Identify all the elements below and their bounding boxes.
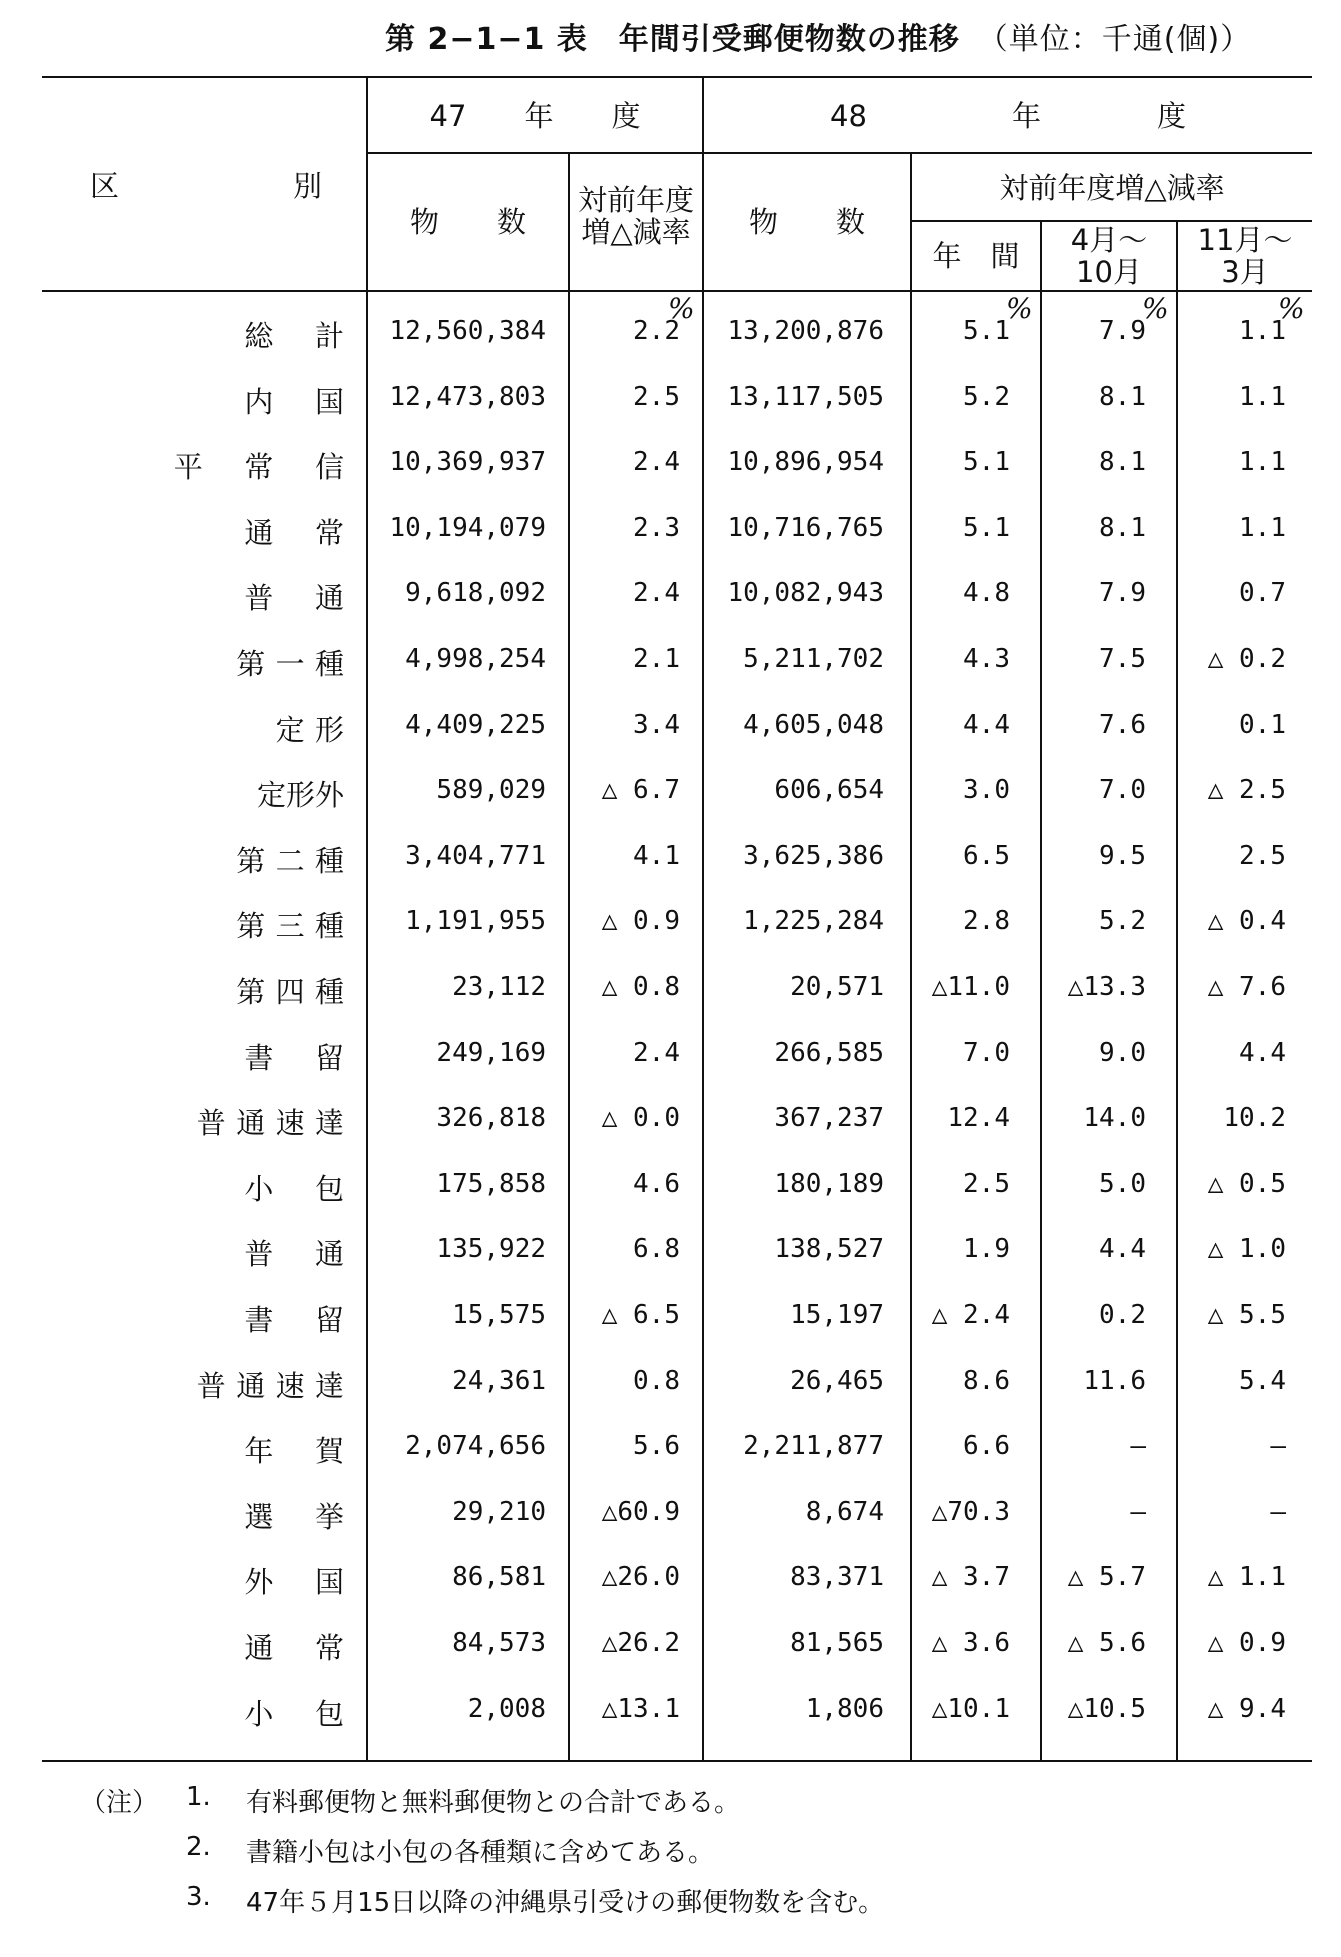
row-label: 書 留 [244, 1303, 344, 1337]
cell-count-48: 367,237 [774, 1103, 884, 1134]
cell-rate-47: 4.6 [633, 1168, 680, 1199]
cell-rate-annual: 5.1 [963, 316, 1010, 346]
cell-count-47: 23,112 [452, 972, 546, 1002]
cell-count-48: 13,200,876 [727, 316, 884, 346]
note-3-text: 47年５月15日以降の沖縄県引受けの郵便物数を含む。 [246, 1888, 885, 1918]
cell-count-47: 2,074,656 [405, 1431, 546, 1462]
cell-rate-apr-oct: △13.3 [1067, 972, 1146, 1002]
header-fy47: 47 年 度 [429, 99, 641, 133]
note-3-num: 3. [186, 1882, 211, 1912]
header-nov-mar-line2: 3月 [1221, 255, 1269, 289]
percent-mark-r47: % [668, 292, 695, 325]
cell-rate-nov-mar: △ 0.2 [1207, 644, 1286, 674]
row-label: 通 常 [244, 515, 344, 550]
cell-rate-nov-mar: 2.5 [1239, 840, 1286, 871]
cell-rate-annual: △70.3 [931, 1496, 1010, 1527]
fy-header-rule [368, 152, 1312, 154]
cell-count-48: 606,654 [774, 775, 884, 806]
cell-count-48: 1,225,284 [743, 906, 884, 937]
cell-rate-47: △ 6.5 [601, 1300, 680, 1330]
cell-rate-annual: △11.0 [931, 972, 1010, 1002]
cell-rate-47: 2.3 [633, 512, 680, 543]
cell-rate-nov-mar: — [1270, 1431, 1286, 1462]
cell-count-48: 266,585 [774, 1037, 884, 1068]
cell-rate-nov-mar: △ 9.4 [1207, 1693, 1286, 1724]
cell-count-47: 2,008 [467, 1693, 546, 1724]
row-label: 小 包 [244, 1696, 344, 1731]
cell-rate-47: 2.4 [633, 447, 680, 478]
cell-rate-nov-mar: △ 1.0 [1207, 1234, 1286, 1265]
cell-rate-nov-mar: — [1270, 1496, 1286, 1527]
cell-rate-apr-oct: 4.4 [1099, 1234, 1146, 1265]
cell-rate-nov-mar: 1.1 [1239, 447, 1286, 478]
cell-count-47: 589,029 [436, 775, 546, 806]
header-change-47 [570, 184, 702, 248]
cell-rate-apr-oct: 9.5 [1099, 840, 1146, 871]
cell-rate-nov-mar: △ 0.9 [1207, 1628, 1286, 1658]
cell-count-47: 4,409,225 [405, 709, 546, 740]
header-fy48: 48 年 度 [830, 99, 1186, 133]
cell-rate-annual: 3.0 [963, 775, 1010, 806]
cell-rate-nov-mar: △ 7.6 [1207, 972, 1286, 1002]
row-label: 選 挙 [244, 1499, 344, 1534]
cell-rate-nov-mar: 4.4 [1239, 1037, 1286, 1068]
cell-count-48: 13,117,505 [727, 381, 884, 412]
header-nov-mar-line1: 11月〜 [1197, 223, 1293, 257]
cell-count-47: 4,998,254 [405, 644, 546, 674]
cell-rate-apr-oct: 5.2 [1099, 906, 1146, 937]
cell-rate-47: △ 0.9 [601, 906, 680, 937]
header-apr-oct-line2: 10月 [1076, 255, 1142, 289]
cell-rate-47: 6.8 [633, 1234, 680, 1265]
notes-prefix: （注） [80, 1788, 159, 1818]
cell-rate-annual: 7.0 [963, 1037, 1010, 1068]
row-label: 定形外 [256, 778, 344, 813]
cell-count-48: 15,197 [790, 1300, 884, 1330]
cell-rate-apr-oct: 7.5 [1099, 644, 1146, 674]
note-2-text: 書籍小包は小包の各種類に含めてある。 [246, 1838, 715, 1868]
note-1-num: 1. [186, 1782, 211, 1812]
row-label: 定 形 [275, 712, 344, 747]
row-label: 総 計 [244, 319, 344, 353]
row-label: 普 通 速 達 [196, 1368, 344, 1403]
cell-rate-apr-oct: △ 5.7 [1067, 1562, 1146, 1593]
cell-rate-annual: △ 3.7 [931, 1562, 1010, 1593]
cell-rate-47: 2.4 [633, 1037, 680, 1068]
cell-rate-47: 2.5 [633, 381, 680, 412]
cell-rate-annual: 5.1 [963, 447, 1010, 478]
cell-rate-annual: 8.6 [963, 1365, 1010, 1396]
cell-rate-nov-mar: △ 2.5 [1207, 775, 1286, 806]
header-change-48: 対前年度増△減率 [999, 171, 1225, 205]
header-apr-oct [1042, 224, 1176, 288]
cell-rate-apr-oct: 8.1 [1099, 447, 1146, 478]
cell-rate-47: △13.1 [601, 1693, 680, 1724]
cell-rate-annual: 4.3 [963, 644, 1010, 674]
cell-count-48: 138,527 [774, 1234, 884, 1265]
cell-rate-annual: 4.8 [963, 578, 1010, 609]
cell-rate-annual: △ 2.4 [931, 1300, 1010, 1330]
row-label: 普 通 速 達 [196, 1106, 344, 1141]
cell-rate-nov-mar: 1.1 [1239, 512, 1286, 543]
cell-rate-47: 2.4 [633, 578, 680, 609]
cell-count-48: 180,189 [774, 1168, 884, 1199]
cell-rate-apr-oct: 5.0 [1099, 1168, 1146, 1199]
row-label: 第 三 種 [236, 909, 344, 944]
cell-count-47: 326,818 [436, 1103, 546, 1134]
cell-rate-apr-oct: △ 5.6 [1067, 1628, 1146, 1658]
cell-count-47: 1,191,955 [405, 906, 546, 937]
percent-mark-h1: % [1142, 292, 1169, 325]
cell-rate-47: 2.2 [633, 316, 680, 346]
header-nov-mar [1178, 224, 1312, 288]
cell-count-48: 81,565 [790, 1628, 884, 1658]
bottom-rule [42, 1760, 1312, 1762]
cell-rate-annual: △ 3.6 [931, 1628, 1010, 1658]
cell-count-48: 2,211,877 [743, 1431, 884, 1462]
cell-rate-47: △ 6.7 [601, 775, 680, 806]
header-change-47-line1: 対前年度 [577, 183, 694, 217]
percent-mark-annual: % [1006, 292, 1033, 325]
cell-rate-47: 2.1 [633, 644, 680, 674]
cell-rate-annual: 5.2 [963, 381, 1010, 412]
cell-count-47: 15,575 [452, 1300, 546, 1330]
cell-rate-annual: 4.4 [963, 709, 1010, 740]
cell-rate-nov-mar: △ 1.1 [1207, 1562, 1286, 1593]
top-rule [42, 76, 1312, 78]
cell-count-47: 135,922 [436, 1234, 546, 1265]
cell-rate-apr-oct: 14.0 [1083, 1103, 1146, 1134]
row-label: 通 常 [244, 1631, 344, 1665]
cell-rate-annual: 6.6 [963, 1431, 1010, 1462]
cell-count-48: 20,571 [790, 972, 884, 1002]
cell-rate-apr-oct: 8.1 [1099, 512, 1146, 543]
row-label: 普 通 [244, 581, 344, 616]
cell-count-47: 249,169 [436, 1037, 546, 1068]
cell-rate-apr-oct: — [1130, 1431, 1146, 1462]
cell-rate-apr-oct: 7.9 [1099, 316, 1146, 346]
cell-count-48: 5,211,702 [743, 644, 884, 674]
cell-count-47: 10,369,937 [389, 447, 546, 478]
cell-rate-annual: 5.1 [963, 512, 1010, 543]
note-2-num: 2. [186, 1832, 211, 1862]
row-label: 第 四 種 [236, 975, 344, 1009]
cell-count-48: 26,465 [790, 1365, 884, 1396]
cell-rate-nov-mar: 0.1 [1239, 709, 1286, 740]
cell-rate-apr-oct: △10.5 [1067, 1693, 1146, 1724]
header-apr-oct-line1: 4月〜 [1070, 223, 1148, 257]
header-change-47-line2: 増△減率 [581, 215, 691, 249]
row-label: 外 国 [244, 1565, 344, 1600]
cell-rate-nov-mar: 10.2 [1223, 1103, 1286, 1134]
cell-rate-47: △26.0 [601, 1562, 680, 1593]
cell-rate-nov-mar: △ 5.5 [1207, 1300, 1286, 1330]
cell-rate-apr-oct: 11.6 [1083, 1365, 1146, 1396]
cell-count-48: 8,674 [805, 1496, 884, 1527]
row-label: 第 二 種 [236, 843, 344, 878]
cell-count-47: 84,573 [452, 1628, 546, 1658]
row-label: 平 常 信 [173, 450, 344, 485]
cell-count-47: 86,581 [452, 1562, 546, 1593]
row-label: 小 包 [244, 1171, 344, 1206]
title-text: 第 2−1−1 表 年間引受郵便物数の推移 [385, 22, 960, 57]
unit-label: （単位：千通(個)） [977, 22, 1252, 57]
cell-rate-annual: 2.5 [963, 1168, 1010, 1199]
cell-count-47: 29,210 [452, 1496, 546, 1527]
cell-rate-nov-mar: 5.4 [1239, 1365, 1286, 1396]
cell-rate-apr-oct: 7.6 [1099, 709, 1146, 740]
cell-count-47: 10,194,079 [389, 512, 546, 543]
cell-rate-apr-oct: 9.0 [1099, 1037, 1146, 1068]
cell-rate-47: 5.6 [633, 1431, 680, 1462]
cell-rate-apr-oct: 8.1 [1099, 381, 1146, 412]
cell-rate-47: △26.2 [601, 1628, 680, 1658]
cell-count-48: 83,371 [790, 1562, 884, 1593]
header-annual: 年 間 [932, 239, 1020, 273]
cell-rate-annual: △10.1 [931, 1693, 1010, 1724]
header-category: 区 別 [90, 169, 323, 203]
cell-rate-47: 4.1 [633, 840, 680, 871]
row-label: 内 国 [244, 384, 344, 419]
cell-rate-apr-oct: 7.0 [1099, 775, 1146, 806]
cell-rate-47: △ 0.8 [601, 972, 680, 1002]
cell-rate-nov-mar: △ 0.4 [1207, 906, 1286, 937]
cell-rate-annual: 6.5 [963, 840, 1010, 871]
cell-rate-47: 0.8 [633, 1365, 680, 1396]
cell-rate-47: △ 0.0 [601, 1103, 680, 1134]
cell-count-47: 3,404,771 [405, 840, 546, 871]
cell-rate-annual: 1.9 [963, 1234, 1010, 1265]
cell-rate-apr-oct: 7.9 [1099, 578, 1146, 609]
cell-count-48: 1,806 [805, 1693, 884, 1724]
cell-count-47: 12,473,803 [389, 381, 546, 412]
cell-rate-apr-oct: — [1130, 1496, 1146, 1527]
cell-rate-47: 3.4 [633, 709, 680, 740]
cell-rate-apr-oct: 0.2 [1099, 1300, 1146, 1330]
header-count-48: 物 数 [748, 205, 865, 239]
cell-rate-nov-mar: 1.1 [1239, 381, 1286, 412]
cell-count-48: 4,605,048 [743, 709, 884, 740]
cell-count-47: 12,560,384 [389, 316, 546, 346]
cell-rate-nov-mar: △ 0.5 [1207, 1168, 1286, 1199]
cell-count-47: 9,618,092 [405, 578, 546, 609]
cell-rate-nov-mar: 0.7 [1239, 578, 1286, 609]
cell-rate-annual: 2.8 [963, 906, 1010, 937]
cell-count-48: 10,082,943 [727, 578, 884, 609]
note-1-text: 有料郵便物と無料郵便物との合計である。 [246, 1788, 741, 1818]
cell-count-48: 10,896,954 [727, 447, 884, 478]
row-label: 第 一 種 [236, 647, 344, 681]
cell-count-47: 175,858 [436, 1168, 546, 1199]
header-count-47: 物 数 [409, 205, 526, 239]
row-label: 書 留 [244, 1040, 344, 1075]
cell-rate-annual: 12.4 [947, 1103, 1010, 1134]
cell-count-47: 24,361 [452, 1365, 546, 1396]
cell-rate-47: △60.9 [601, 1496, 680, 1527]
percent-mark-h2: % [1278, 292, 1305, 325]
cell-rate-nov-mar: 1.1 [1239, 316, 1286, 346]
row-label: 普 通 [244, 1237, 344, 1272]
table-title [385, 14, 1285, 58]
row-label: 年 賀 [244, 1434, 344, 1469]
rate-subheader-rule [912, 220, 1312, 222]
cell-count-48: 3,625,386 [743, 840, 884, 871]
cell-count-48: 10,716,765 [727, 512, 884, 543]
